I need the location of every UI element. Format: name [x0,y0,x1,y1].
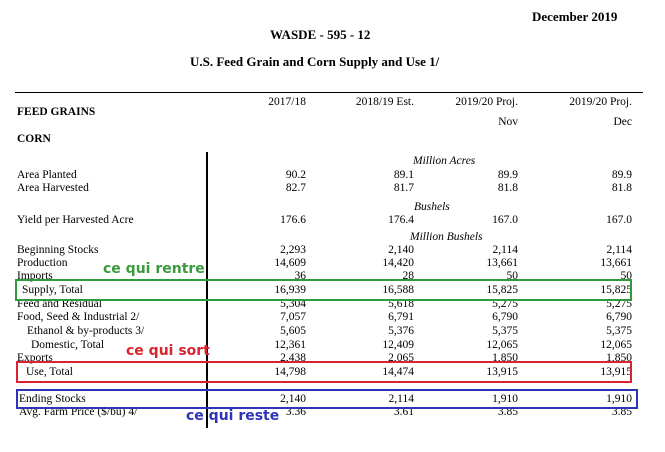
cell: 5,375 [606,325,632,337]
cell: 1,850 [492,352,518,364]
cell: 2,114 [606,244,632,256]
cell: 5,605 [280,325,306,337]
ending-stocks-highlight-box [16,389,638,409]
top-rule [15,92,643,93]
cell: 5,275 [492,298,518,310]
use-highlight-box [16,361,632,383]
cell: 12,065 [486,339,518,351]
cell: 167.0 [492,214,518,226]
cell: 6,790 [492,311,518,323]
cell: 2,293 [280,244,306,256]
cell: 3.36 [285,406,306,418]
column-header: 2019/20 Proj. [569,96,632,108]
cell: 2,438 [280,352,306,364]
cell: 16,939 [274,284,306,296]
row-label: Avg. Farm Price ($/bu) 4/ [19,406,138,418]
annotation-in: ce qui rentre [103,261,205,277]
cell: 2,140 [388,244,414,256]
annotation-rest: ce qui reste [186,408,280,424]
annotation-out: ce qui sort [126,343,210,359]
cell: 13,915 [486,366,518,378]
cell: 12,065 [600,339,632,351]
row-label: Domestic, Total [31,339,105,351]
cell: 2,114 [388,393,414,405]
cell: 5,275 [606,298,632,310]
section-label: FEED GRAINS [17,106,96,118]
row-label: Feed and Residual [17,298,102,310]
cell: 5,376 [388,325,414,337]
cell: 50 [620,270,632,282]
row-label: Yield per Harvested Acre [17,214,134,226]
row-label: Supply, Total [22,284,83,296]
cell: 89.1 [393,169,414,181]
cell: 5,375 [492,325,518,337]
cell: 2,114 [492,244,518,256]
cell: 14,474 [382,366,414,378]
cell: 81.8 [611,182,632,194]
commodity-label: CORN [17,133,51,145]
report-number: WASDE - 595 - 12 [270,27,371,42]
cell: 5,304 [280,298,306,310]
cell: 5,618 [388,298,414,310]
cell: 2,065 [388,352,414,364]
unit-label: Million Bushels [410,231,483,243]
cell: 13,661 [600,257,632,269]
cell: 50 [506,270,518,282]
cell: 1,850 [606,352,632,364]
row-label: Area Planted [17,169,77,181]
cell: 15,825 [486,284,518,296]
cell: 2,140 [280,393,306,405]
row-label: Area Harvested [17,182,89,194]
table-title: U.S. Feed Grain and Corn Supply and Use 1/ [190,54,440,69]
cell: 3.61 [393,406,414,418]
column-month: Dec [613,116,632,128]
cell: 14,420 [382,257,414,269]
cell: 3.85 [611,406,632,418]
row-label: Ethanol & by-products 3/ [27,325,145,337]
row-label: Use, Total [26,366,73,378]
cell: 36 [294,270,306,282]
cell: 16,588 [382,284,414,296]
unit-label: Bushels [414,201,450,213]
column-header: 2019/20 Proj. [455,96,518,108]
cell: 7,057 [280,311,306,323]
unit-label: Million Acres [413,155,476,167]
cell: 82.7 [285,182,306,194]
cell: 81.8 [497,182,518,194]
cell: 167.0 [606,214,632,226]
cell: 12,361 [274,339,306,351]
cell: 12,409 [382,339,414,351]
row-label: Imports [17,270,53,282]
row-label: Food, Seed & Industrial 2/ [17,311,140,323]
cell: 13,661 [486,257,518,269]
cell: 89.9 [497,169,518,181]
cell: 6,791 [388,311,414,323]
cell: 81.7 [393,182,414,194]
cell: 14,798 [274,366,306,378]
cell: 14,609 [274,257,306,269]
report-date: December 2019 [532,9,618,24]
column-header: 2018/19 Est. [355,96,414,108]
cell: 13,915 [600,366,632,378]
cell: 176.4 [388,214,414,226]
row-label: Exports [17,352,53,364]
row-label: Beginning Stocks [17,244,99,256]
cell: 90.2 [285,169,306,181]
cell: 1,910 [606,393,632,405]
cell: 89.9 [611,169,632,181]
cell: 15,825 [600,284,632,296]
cell: 1,910 [492,393,518,405]
row-label: Ending Stocks [19,393,86,405]
cell: 3.85 [497,406,518,418]
row-label: Production [17,257,68,269]
column-month: Nov [498,116,518,128]
supply-highlight-box [15,279,632,301]
column-header: 2017/18 [268,96,306,108]
cell: 28 [402,270,414,282]
cell: 176.6 [280,214,306,226]
cell: 6,790 [606,311,632,323]
